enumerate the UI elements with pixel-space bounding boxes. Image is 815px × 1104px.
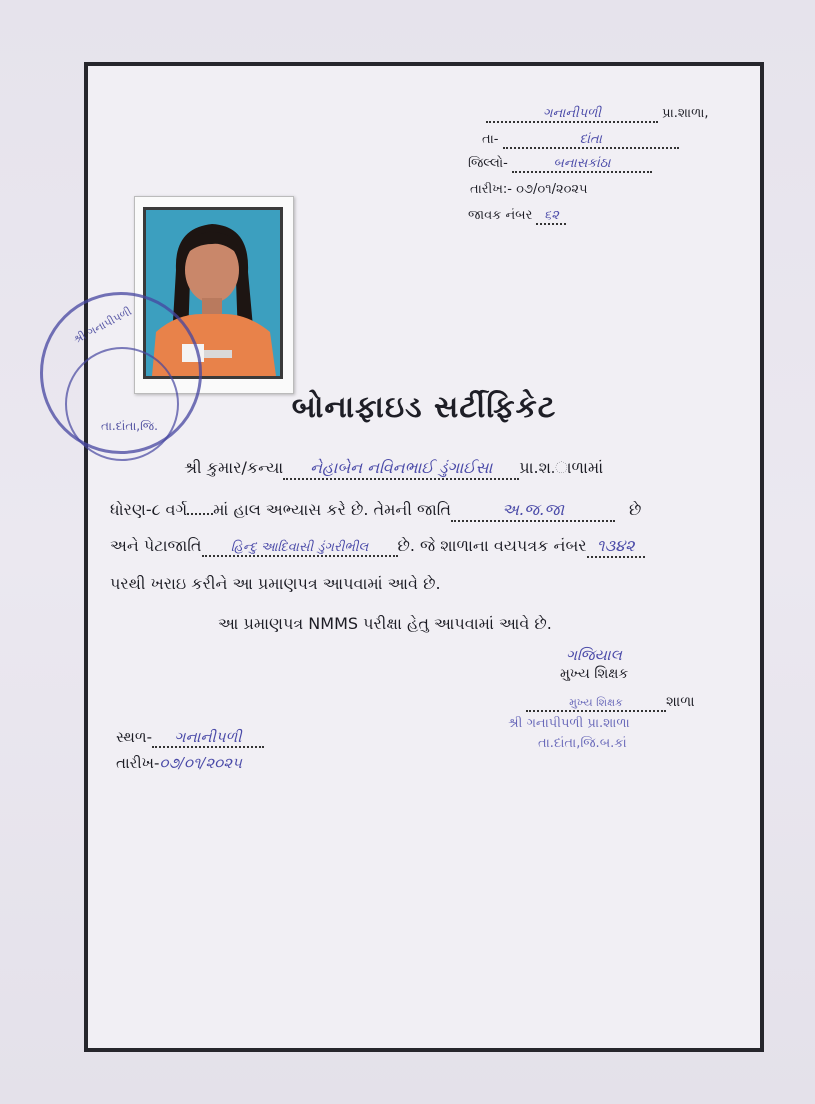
stamp-top-text: શ્રી ગનાપીપળી <box>71 304 134 347</box>
address-date-label: તારીખ:- <box>470 182 512 197</box>
place-value: ગનાનીપળી <box>152 728 264 748</box>
outward-value: ૬૨ <box>536 208 566 225</box>
address-district-line <box>468 156 652 173</box>
taluka-value: દાંતા <box>503 132 679 149</box>
stamp-address-line: તા.દાંતા,જિ.બ.કાં <box>538 736 627 751</box>
body-line-4: પરથી ખરાઇ કરીને આ પ્રમાણપત્ર આપવામાં આવે છે. <box>110 574 441 593</box>
taluka-label: તા- <box>482 132 499 147</box>
footer-date-label: તારીખ- <box>116 754 160 772</box>
student-prefix: શ્રી કુમાર/કન્યા <box>184 458 284 477</box>
class-value <box>187 513 213 515</box>
standard-middle: માં હાલ અભ્યાસ કરે છે. તેમની જાતિ <box>213 500 451 519</box>
certificate-title: બોનાફાઇડ સર્ટીફિકેટ <box>291 390 557 425</box>
body-line-3 <box>110 536 645 558</box>
stamp-bottom-text: તા.દાંતા,જિ. <box>101 419 158 433</box>
district-value: બનાસકાંઠા <box>512 156 652 173</box>
footer-place-line <box>116 728 264 748</box>
address-date-value: ૦૭/૦૧/૨૦૨૫ <box>516 182 588 197</box>
stamp-school-line: શ્રી ગનાપીપળી પ્રા.શાળા <box>508 716 630 731</box>
register-middle: છે. જે શાળાના વયપત્રક નંબર <box>397 536 587 555</box>
student-suffix: પ્રા.શ.ાળામાં <box>519 458 604 477</box>
address-school-line <box>486 106 709 123</box>
address-taluka-line <box>482 132 679 149</box>
standard-suffix: છે <box>629 500 642 519</box>
address-outward-line <box>468 208 566 225</box>
headmaster-signature: ગજિયાલ <box>566 646 622 664</box>
school-suffix: પ્રા.શાળા, <box>662 106 709 121</box>
caste-value: અ.જ.જા <box>451 500 615 522</box>
signature-role: મુખ્ય શિક્ષક <box>560 666 629 682</box>
address-date-line <box>470 182 588 197</box>
body-line-1 <box>184 458 603 480</box>
footer-date-value: ૦૭/૦૧/૨૦૨૫ <box>159 754 242 772</box>
student-name-value: નેહાબેન નવિનભાઈ ડુંગાઈસા <box>283 458 519 480</box>
body-line-5: આ પ્રમાણપત્ર NMMS પરીક્ષા હેતુ આપવામાં આવે છે. <box>218 614 552 633</box>
place-label: સ્થળ- <box>116 728 153 746</box>
school-round-stamp <box>40 292 202 454</box>
school-name-value: ગનાનીપળી <box>486 106 658 123</box>
outward-label: જાવક નંબર <box>468 208 533 223</box>
register-number-value: ૧૩૪૨ <box>587 536 645 558</box>
signature-stamp-role: મુખ્ય શિક્ષક <box>526 696 666 712</box>
signature-school-suffix: શાળા <box>666 694 695 710</box>
subcaste-prefix: અને પેટાજાતિ <box>110 536 202 555</box>
subcaste-value: હિન્દુ આદિવાસી ડુંગરીભીલ <box>202 540 398 557</box>
standard-prefix: ધોરણ-૮ વર્ગ <box>110 500 188 519</box>
signature-school-line <box>526 694 695 712</box>
certificate-sheet <box>71 62 764 1052</box>
district-label: જિલ્લો- <box>468 156 508 171</box>
footer-date-line <box>116 754 242 772</box>
body-line-2 <box>110 500 641 522</box>
